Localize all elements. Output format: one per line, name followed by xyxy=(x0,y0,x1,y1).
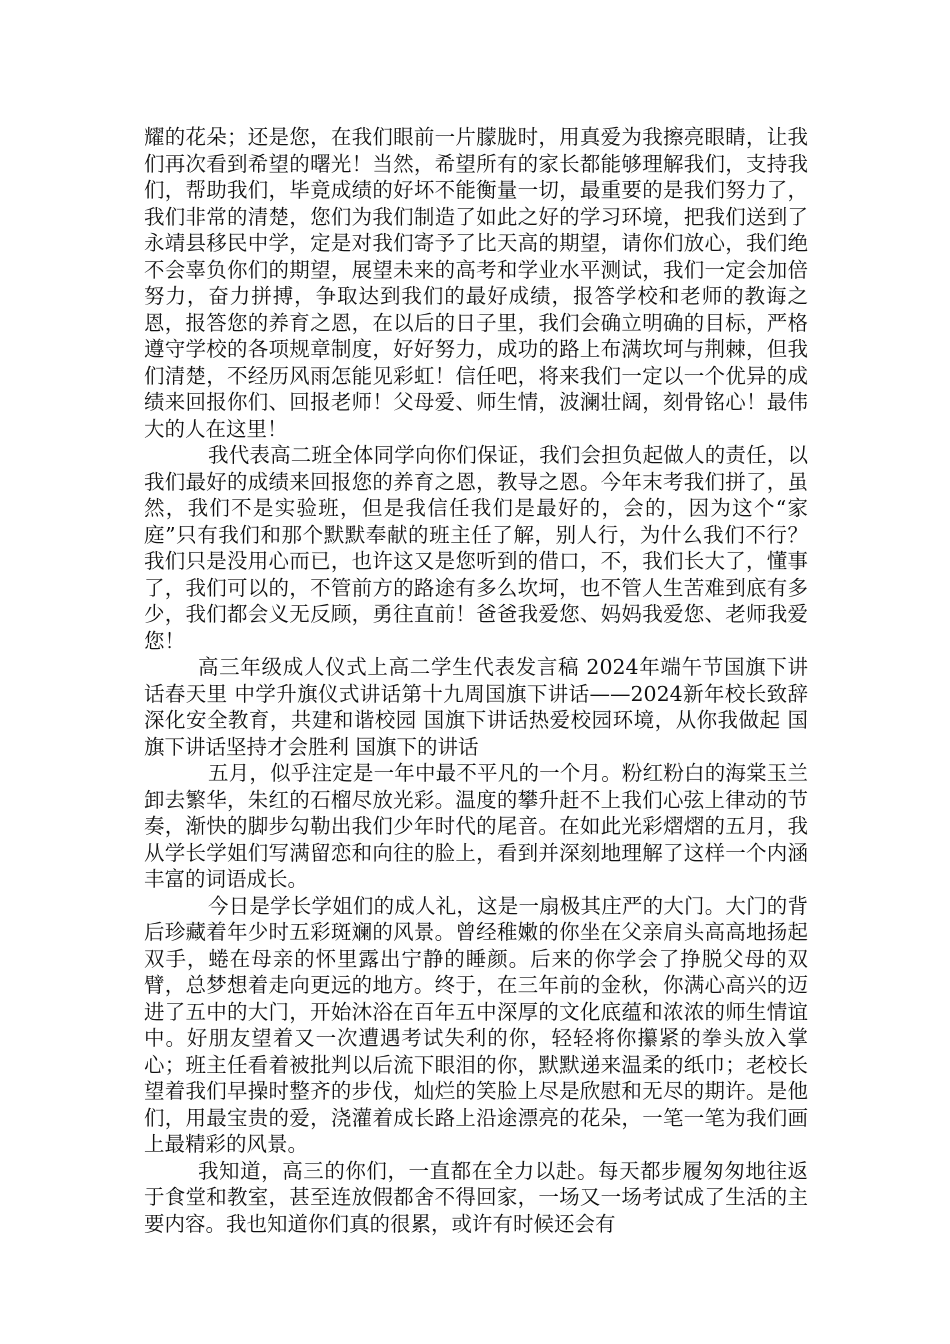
paragraph-coming-of-age: 今日是学长学姐们的成人礼，这是一扇极其庄严的大门。大门的背后珍藏着年少时五彩斑斓的风景。曾经稚嫩的你坐在父亲肩头高高地扬起双手，蜷在母亲的怀里露出宁静的睡颜。后来的你学会了挣脱父母的双臂，总梦想着走向更远的地方。终于，在三年前的金秋，你满心高兴的迈进了五中的大门，开始沐浴在百年五中深厚的文化底蕴和浓浓的师生情谊中。好朋友望着又一次遭遇考试失利的你，轻轻将你攥紧的拳头放入掌心；班主任看着被批判以后流下眼泪的你，默默递来温柔的纸巾；老校长望着我们早操时整齐的步伐，灿烂的笑脸上尽是欣慰和无尽的期许。是他们，用最宝贵的爱，浇灌着成长路上沿途漂亮的花朵，一笔一笔为我们画上最精彩的风景。 xyxy=(144,893,808,1156)
paragraph-pledge: 我代表高二班全体同学向你们保证，我们会担负起做人的责任，以我们最好的成绩来回报您的养育之恩，教导之恩。今年末考我们拼了，虽然，我们不是实验班，但是我信任我们是最好的，会的，因为这个“家庭”只有我们和那个默默奉献的班主任了解，别人行，为什么我们不行？我们只是没用心而已，也许这又是您听到的借口，不，我们长大了，懂事了，我们可以的，不管前方的路途有多么坎坷，也不管人生苦难到底有多少，我们都会义无反顾，勇往直前！爸爸我爱您、妈妈我爱您、老师我爱您！ xyxy=(144,443,808,653)
paragraph-may: 五月，似乎注定是一年中最不平凡的一个月。粉红粉白的海棠玉兰卸去繁华，朱红的石榴尽放光彩。温度的攀升赶不上我们心弦上律动的节奏，渐快的脚步勾勒出我们少年时代的尾音。在如此光彩熠熠的五月，我从学长学姐们写满留恋和向往的脸上，看到并深刻地理解了这样一个内涵丰富的词语成长。 xyxy=(144,761,808,891)
paragraph-related-links: 高三年级成人仪式上高二学生代表发言稿 2024年端午节国旗下讲话春天里 中学升旗仪式讲话第十九周国旗下讲话——2024新年校长致辞深化安全教育，共建和谐校园 国旗下讲话热爱校园环境，从你我做起 国旗下讲话坚持才会胜利 国旗下的讲话 xyxy=(144,655,808,759)
paragraph-senior-year: 我知道，高三的你们，一直都在全力以赴。每天都步履匆匆地往返于食堂和教室，甚至连放假都舍不得回家，一场又一场考试成了生活的主要内容。我也知道你们真的很累，或许有时候还会有 xyxy=(144,1158,808,1236)
paragraph-continuation: 耀的花朵；还是您，在我们眼前一片朦胧时，用真爱为我擦亮眼睛，让我们再次看到希望的曙光！当然，希望所有的家长都能够理解我们，支持我们，帮助我们，毕竟成绩的好坏不能衡量一切，最重要的是我们努力了，我们非常的清楚，您们为我们制造了如此之好的学习环境，把我们送到了永靖县移民中学，定是对我们寄予了比天高的期望，请你们放心，我们绝不会辜负你们的期望，展望未来的高考和学业水平测试，我们一定会加倍努力，奋力拼搏，争取达到我们的最好成绩，报答学校和老师的教诲之恩，报答您的养育之恩，在以后的日子里，我们会确立明确的目标，严格遵守学校的各项规章制度，好好努力，成功的路上布满坎坷与荆棘，但我们清楚，不经历风雨怎能见彩虹！信任吧，将来我们一定以一个优异的成绩来回报你们、回报老师！父母爱、师生情，波澜壮阔，刻骨铭心！最伟大的人在这里！ xyxy=(144,125,808,441)
document-page xyxy=(144,124,808,1237)
